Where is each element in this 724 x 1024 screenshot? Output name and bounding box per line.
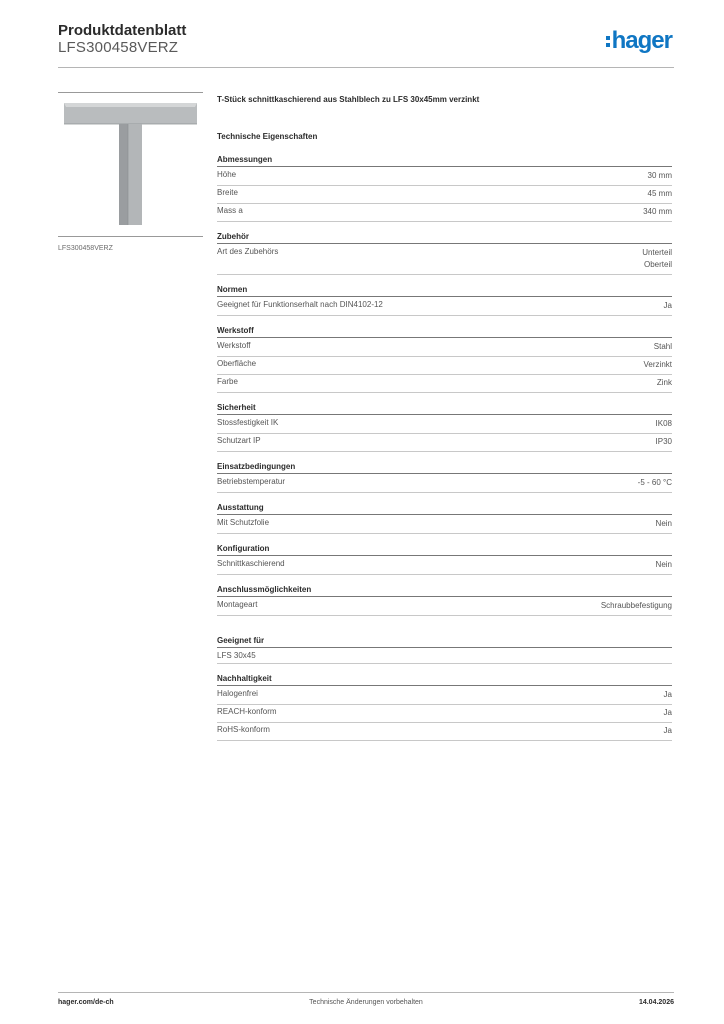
property-label: REACH-konform <box>217 707 277 716</box>
property-value-line: Ja <box>663 726 672 735</box>
property-section <box>217 503 672 534</box>
section-heading: Sicherheit <box>217 403 672 415</box>
property-section <box>217 585 672 616</box>
property-value-line: 340 mm <box>643 207 672 216</box>
property-section <box>217 674 672 741</box>
property-label: LFS 30x45 <box>217 651 256 660</box>
section-heading: Zubehör <box>217 232 672 244</box>
section-heading: Nachhaltigkeit <box>217 674 672 686</box>
property-row <box>217 557 672 575</box>
product-code: LFS300458VERZ <box>58 39 179 56</box>
section-heading: Ausstattung <box>217 503 672 515</box>
section-heading: Anschlussmöglichkeiten <box>217 585 672 597</box>
property-value-line: Oberteil <box>643 260 672 269</box>
property-row <box>217 168 672 186</box>
property-value <box>664 707 672 719</box>
t-piece-illustration <box>58 93 203 238</box>
property-section <box>217 544 672 575</box>
property-value-line: Stahl <box>653 342 672 351</box>
section-heading: Einsatzbedingungen <box>217 462 672 474</box>
properties-panel <box>217 95 672 751</box>
property-label: Mass a <box>217 206 243 215</box>
property-sections <box>217 155 672 741</box>
property-row <box>217 357 672 375</box>
property-label: Mit Schutzfolie <box>217 518 270 527</box>
property-label: Schutzart IP <box>217 436 261 445</box>
property-label: Höhe <box>217 170 237 179</box>
property-label: Breite <box>217 188 238 197</box>
property-value-line: Schraubbefestigung <box>600 601 672 610</box>
property-section <box>217 636 672 664</box>
page-footer <box>58 992 674 1014</box>
property-value <box>656 559 672 571</box>
property-value-line: Ja <box>663 690 672 699</box>
property-value-line: 45 mm <box>647 189 672 198</box>
property-row <box>217 186 672 204</box>
property-row <box>217 687 672 705</box>
footer-date: 14.04.2026 <box>638 999 674 1006</box>
page-header <box>58 22 674 68</box>
property-value-line: 30 mm <box>647 171 672 180</box>
property-label: Stossfestigkeit IK <box>217 418 279 427</box>
hager-logo <box>606 27 672 54</box>
property-label: Geeignet für Funktionserhalt nach DIN4102-12 <box>217 300 383 309</box>
property-value <box>643 206 672 218</box>
section-heading: Normen <box>217 285 672 297</box>
property-value <box>656 418 672 430</box>
property-section <box>217 232 672 275</box>
property-value <box>648 170 672 182</box>
property-value <box>638 477 672 489</box>
product-description: T-Stück schnittkaschierend aus Stahlblech zu LFS 30x45mm verzinkt <box>217 95 480 104</box>
properties-title: Technische Eigenschaften <box>217 132 318 141</box>
property-value <box>656 436 672 448</box>
property-section <box>217 326 672 393</box>
property-value-line: Nein <box>655 560 672 569</box>
product-image <box>58 92 203 237</box>
property-label: Halogenfrei <box>217 689 258 698</box>
property-row <box>217 416 672 434</box>
property-value <box>644 359 672 371</box>
section-heading: Konfiguration <box>217 544 672 556</box>
property-row <box>217 516 672 534</box>
property-value <box>664 689 672 701</box>
property-label: Montageart <box>217 600 258 609</box>
property-row <box>217 375 672 393</box>
property-value-line: IP30 <box>655 437 672 446</box>
property-value <box>648 188 672 200</box>
property-value <box>642 247 672 271</box>
property-row <box>217 649 672 664</box>
property-value <box>664 300 672 312</box>
property-value-line: IK08 <box>655 419 672 428</box>
property-label: Schnittkaschierend <box>217 559 285 568</box>
property-value <box>664 725 672 737</box>
property-label: Oberfläche <box>217 359 257 368</box>
property-value-line: Ja <box>663 301 672 310</box>
property-label: Farbe <box>217 377 238 386</box>
property-value-line: Unterteil <box>642 248 672 257</box>
property-row <box>217 339 672 357</box>
property-section <box>217 155 672 222</box>
property-value-line: Zink <box>656 378 672 387</box>
property-row <box>217 723 672 741</box>
footer-website: hager.com/de-ch <box>58 999 114 1006</box>
property-value-line: Verzinkt <box>643 360 672 369</box>
document-title: Produktdatenblatt <box>58 22 187 39</box>
property-label: RoHS-konform <box>217 725 270 734</box>
property-section <box>217 285 672 316</box>
property-value <box>601 600 672 612</box>
property-row <box>217 475 672 493</box>
logo-text: hager <box>611 27 672 54</box>
property-value <box>656 518 672 530</box>
property-row <box>217 705 672 723</box>
property-row <box>217 204 672 222</box>
section-heading: Abmessungen <box>217 155 672 167</box>
property-section <box>217 403 672 452</box>
footer-notice: Technische Änderungen vorbehalten <box>309 999 423 1006</box>
property-label: Werkstoff <box>217 341 251 350</box>
property-label: Art des Zubehörs <box>217 247 279 256</box>
property-row <box>217 434 672 452</box>
property-row <box>217 245 672 275</box>
property-row <box>217 298 672 316</box>
property-section <box>217 462 672 493</box>
image-caption: LFS300458VERZ <box>58 245 113 252</box>
section-heading: Geeignet für <box>217 636 672 648</box>
property-value <box>657 377 672 389</box>
property-label: Betriebstemperatur <box>217 477 286 486</box>
property-value-line: Ja <box>663 708 672 717</box>
property-value-line: -5 - 60 °C <box>637 478 672 487</box>
logo-dots-icon <box>606 36 610 47</box>
property-value-line: Nein <box>655 519 672 528</box>
section-heading: Werkstoff <box>217 326 672 338</box>
property-value <box>654 341 672 353</box>
property-row <box>217 598 672 616</box>
